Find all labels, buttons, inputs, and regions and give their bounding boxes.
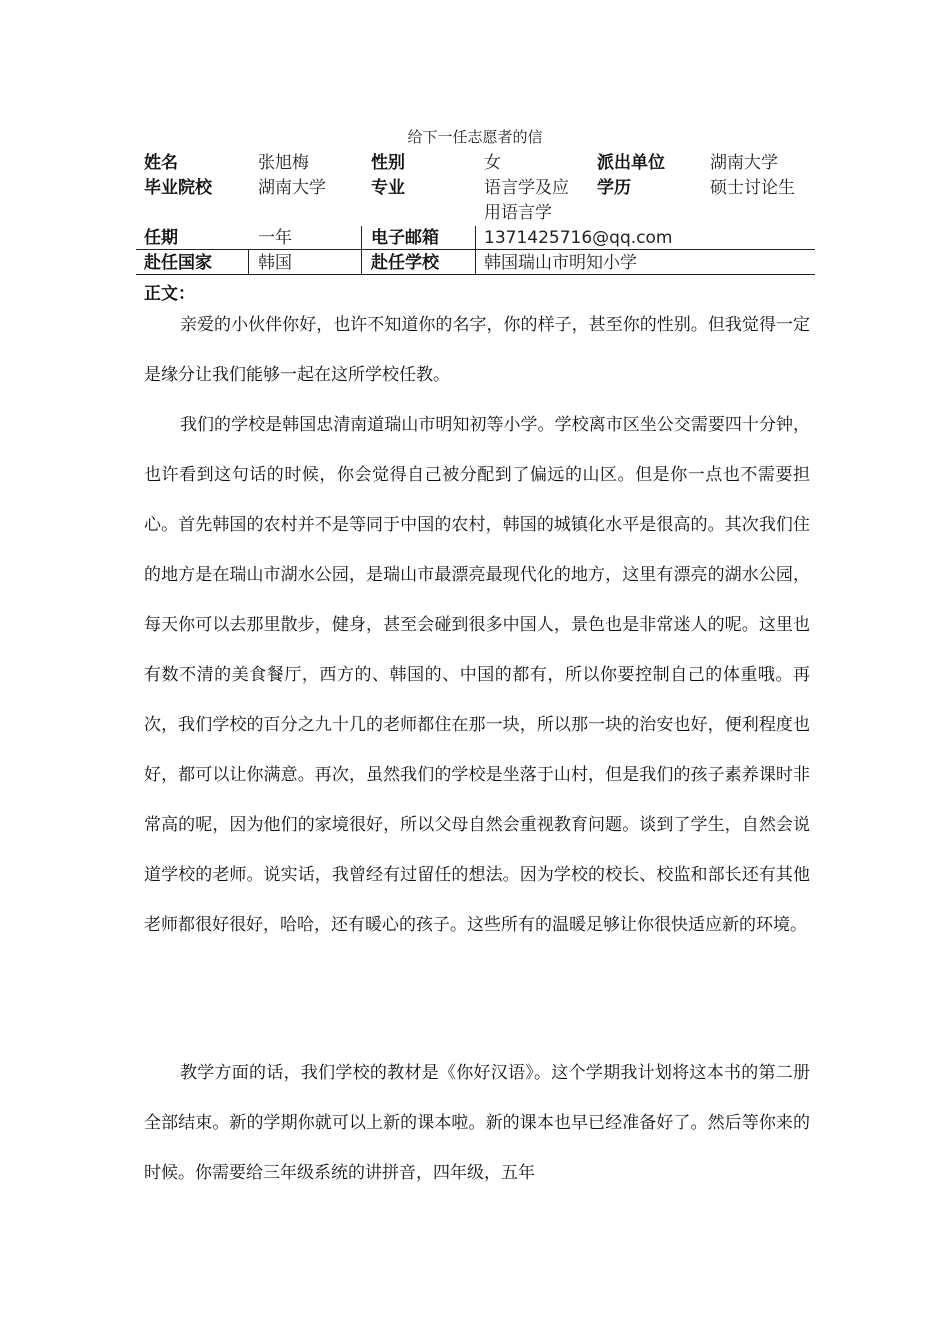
table-divider: [361, 226, 362, 275]
letter-paragraph: [144, 400, 810, 950]
gender-label: 性别: [371, 153, 405, 173]
paragraph-text: 亲爱的小伙伴你好，也许不知道你的名字，你的样子，甚至你的性别。但我觉得一定是缘分让我们能够一起在这所学校任教。: [144, 315, 810, 385]
letter-paragraph: [144, 1048, 810, 1198]
term-label: 任期: [144, 228, 178, 248]
major-value-line2: 用语言学: [484, 203, 552, 223]
name-label: 姓名: [144, 153, 178, 173]
school-label: 毕业院校: [144, 178, 212, 198]
letter-paragraph: [144, 300, 810, 400]
dispatch-label: 派出单位: [597, 153, 665, 173]
body-label: 正文：: [144, 284, 195, 304]
gender-value: 女: [484, 153, 501, 173]
country-label: 赴任国家: [144, 253, 212, 273]
document-title: 给下一任志愿者的信: [407, 128, 543, 146]
major-value-line1: 语言学及应: [484, 178, 569, 198]
paragraph-text: 教学方面的话，我们学校的教材是《你好汉语》。这个学期我计划将这本书的第二册全部结束。新的学期你就可以上新的课本啦。新的课本也早已经准备好了。然后等你来的时候。你需要给三年级系统的讲拼音，四年级，五年: [144, 1063, 810, 1183]
paragraph-text: 我们的学校是韩国忠清南道瑞山市明知初等小学。学校离市区坐公交需要四十分钟，也许看到这句话的时候，你会觉得自己被分配到了偏远的山区。但是你一点也不需要担心。首先韩国的农村并不是等同于中国的农村，韩国的城镇化水平是很高的。其次我们住的地方是在瑞山市湖水公园，是瑞山市最漂亮最现代化的地方，这里有漂亮的湖水公园，每天你可以去那里散步，健身，甚至会碰到很多中国人，景色也是非常迷人的呢。这里也有数不清的美食餐厅，西方的、韩国的、中国的都有，所以你要控制自己的体重哦。再次，我们学校的百分之九十几的老师都住在那一块，所以那一块的治安也好，便利程度也好，都可以让你满意。再次，虽然我们的学校是坐落于山村，但是我们的孩子素养课时非常高的呢，因为他们的家境很好，所以父母自然会重视教育问题。谈到了学生，自然会说道学校的老师。说实话，我曾经有过留任的想法。因为学校的校长、校监和部长还有其他老师都很好很好，哈哈，还有暖心的孩子。这些所有的温暖足够让你很快适应新的环境。: [144, 415, 810, 935]
term-value: 一年: [258, 228, 292, 248]
degree-value: 硕士讨论生: [710, 178, 795, 198]
email-label: 电子邮箱: [371, 228, 439, 248]
table-divider: [475, 226, 476, 275]
school-value: 湖南大学: [258, 178, 326, 198]
assigned-school-label: 赴任学校: [371, 253, 439, 273]
assigned-school-value: 韩国瑞山市明知小学: [484, 253, 637, 273]
table-divider: [248, 249, 249, 275]
country-value: 韩国: [258, 253, 292, 273]
major-label: 专业: [371, 178, 405, 198]
dispatch-value: 湖南大学: [710, 153, 778, 173]
name-value: 张旭梅: [258, 153, 309, 173]
degree-label: 学历: [597, 178, 631, 198]
email-value: 1371425716@qq.com: [484, 228, 673, 248]
